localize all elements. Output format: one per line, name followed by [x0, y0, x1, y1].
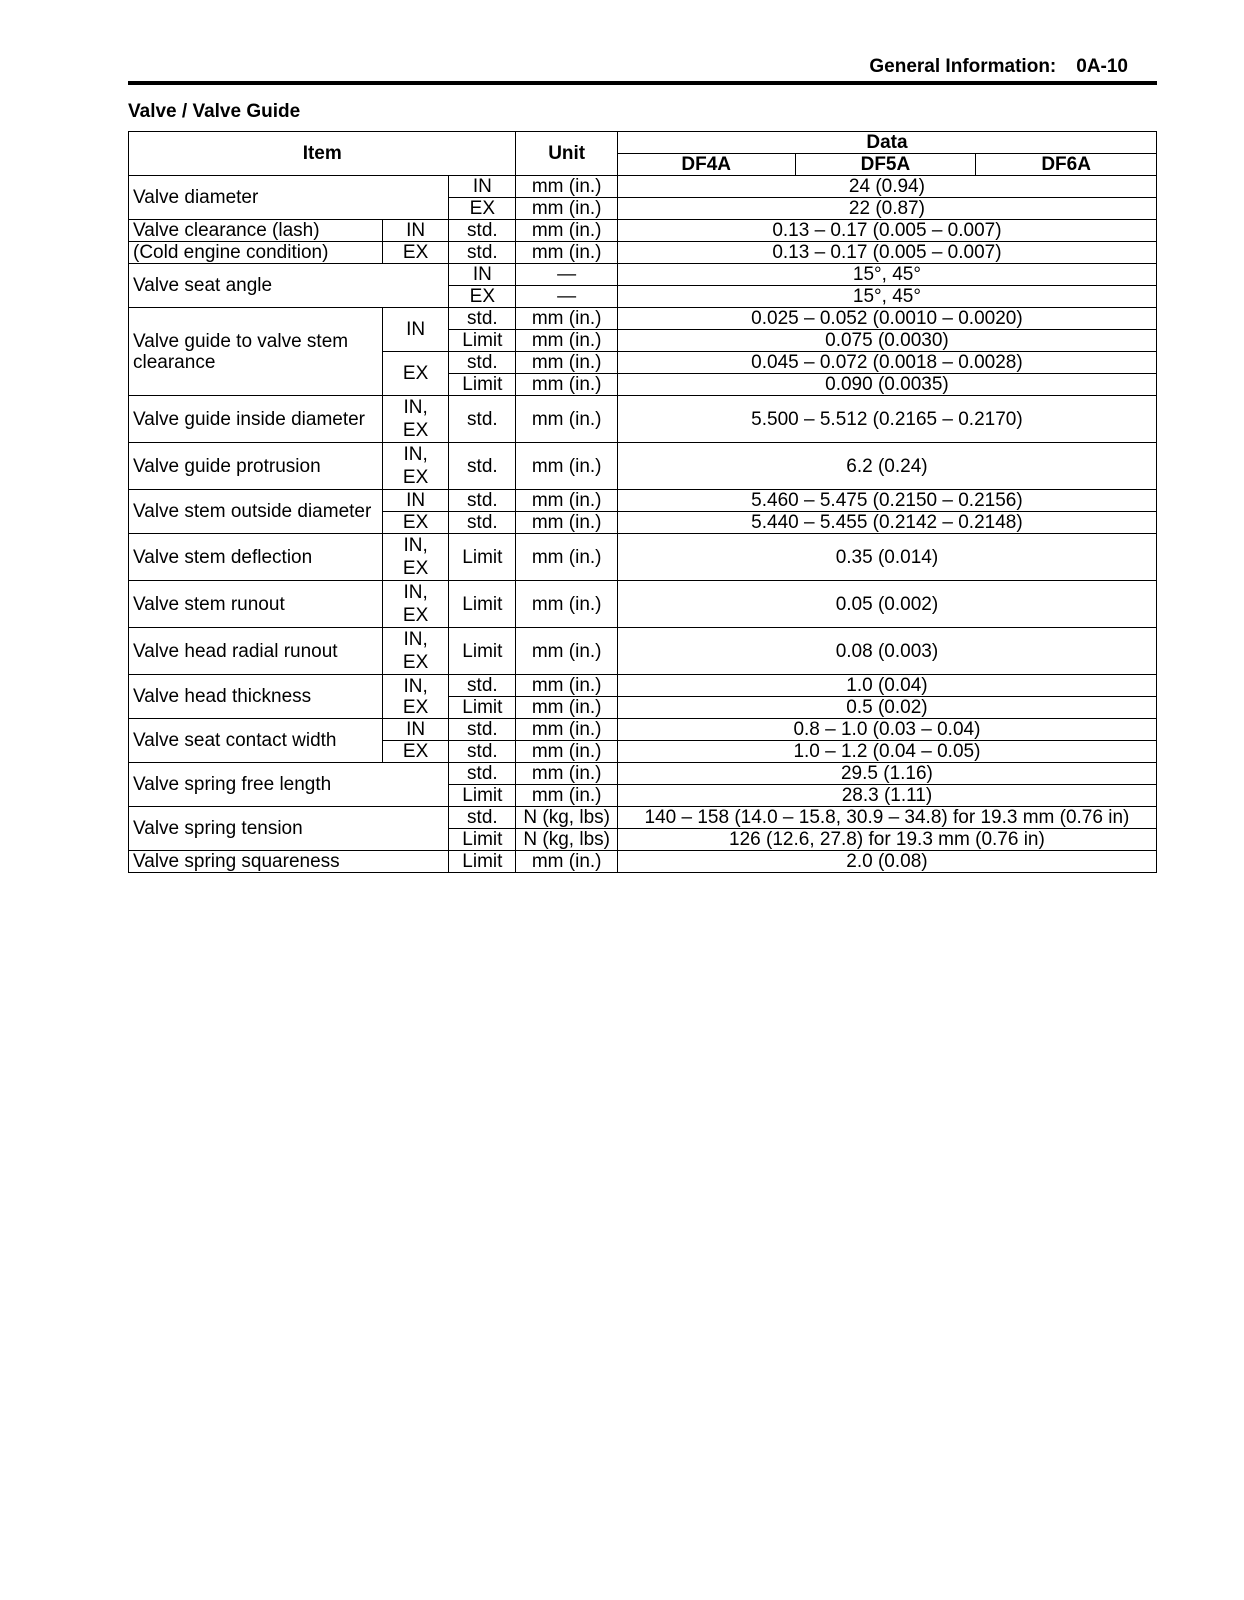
cell-unit: mm (in.) [516, 851, 617, 873]
cell-unit: mm (in.) [516, 697, 617, 719]
item-label: Valve guide inside diameter [129, 396, 383, 443]
cell-unit: mm (in.) [516, 675, 617, 697]
cell-side: EX [382, 352, 448, 396]
table-row [129, 242, 1157, 264]
cell-unit: mm (in.) [516, 490, 617, 512]
item-label: Valve stem outside diameter [129, 490, 383, 534]
item-label: Valve guide protrusion [129, 443, 383, 490]
side-ex: EX [402, 558, 429, 579]
section-title: Valve / Valve Guide [128, 101, 301, 122]
table-row [129, 443, 1157, 490]
cell-value: 126 (12.6, 27.8) for 19.3 mm (0.76 in) [617, 829, 1156, 851]
cell-value: 1.0 – 1.2 (0.04 – 0.05) [617, 741, 1156, 763]
cell-class: std. [449, 490, 516, 512]
item-label: Valve spring squareness [129, 851, 449, 873]
header-item: Item [129, 132, 516, 176]
side-in: IN, [403, 675, 428, 697]
cell-class: Limit [449, 829, 516, 851]
side-in: IN, [403, 535, 428, 556]
cell-class: std. [449, 242, 516, 264]
item-label: Valve spring free length [129, 763, 449, 807]
side-ex: EX [402, 652, 429, 673]
cell-class: Limit [449, 374, 516, 396]
cell-unit: mm (in.) [516, 374, 617, 396]
item-label: Valve seat angle [129, 264, 449, 308]
cell-class: IN [449, 264, 516, 286]
cell-value: 0.35 (0.014) [617, 534, 1156, 581]
table-row [129, 675, 1157, 697]
cell-side [382, 443, 448, 490]
side-ex: EX [402, 467, 429, 488]
cell-value: 0.05 (0.002) [617, 581, 1156, 628]
cell-class: EX [449, 286, 516, 308]
cell-class: std. [449, 763, 516, 785]
cell-value: 6.2 (0.24) [617, 443, 1156, 490]
cell-side [382, 628, 448, 675]
cell-unit: N (kg, lbs) [516, 807, 617, 829]
cell-value: 0.13 – 0.17 (0.005 – 0.007) [617, 242, 1156, 264]
cell-value: 0.025 – 0.052 (0.0010 – 0.0020) [617, 308, 1156, 330]
item-label-sub: (Cold engine condition) [129, 242, 383, 264]
cell-class: std. [449, 352, 516, 374]
cell-unit: mm (in.) [516, 176, 617, 198]
cell-class: Limit [449, 851, 516, 873]
valve-spec-table [128, 131, 1157, 873]
item-label: Valve guide to valve stem clearance [129, 308, 383, 396]
cell-value: 0.045 – 0.072 (0.0018 – 0.0028) [617, 352, 1156, 374]
table-row [129, 763, 1157, 785]
cell-side [382, 534, 448, 581]
cell-unit: — [516, 286, 617, 308]
cell-class: Limit [449, 330, 516, 352]
item-label: Valve head thickness [129, 675, 383, 719]
cell-class: std. [449, 443, 516, 490]
header-model-df6a: DF6A [976, 154, 1157, 176]
table-row [129, 396, 1157, 443]
side-in: IN, [403, 629, 428, 650]
cell-class: EX [449, 198, 516, 220]
table-row [129, 807, 1157, 829]
table-row [129, 851, 1157, 873]
side-ex: EX [402, 605, 429, 626]
cell-unit: mm (in.) [516, 763, 617, 785]
side-in: IN, [403, 582, 428, 603]
cell-value: 1.0 (0.04) [617, 675, 1156, 697]
table-row [129, 581, 1157, 628]
page-number: 0A-10 [1076, 56, 1128, 77]
cell-value: 5.440 – 5.455 (0.2142 – 0.2148) [617, 512, 1156, 534]
cell-unit: mm (in.) [516, 242, 617, 264]
item-label: Valve spring tension [129, 807, 449, 851]
cell-unit: mm (in.) [516, 396, 617, 443]
cell-side: IN [382, 719, 448, 741]
cell-class: Limit [449, 785, 516, 807]
cell-class: std. [449, 719, 516, 741]
cell-class: std. [449, 308, 516, 330]
cell-side [382, 396, 448, 443]
cell-value: 15°, 45° [617, 286, 1156, 308]
cell-unit: mm (in.) [516, 330, 617, 352]
cell-side: EX [382, 242, 448, 264]
header-rule [128, 81, 1157, 85]
item-label: Valve seat contact width [129, 719, 383, 763]
cell-value: 0.075 (0.0030) [617, 330, 1156, 352]
cell-class: std. [449, 512, 516, 534]
cell-value: 24 (0.94) [617, 176, 1156, 198]
cell-unit: mm (in.) [516, 512, 617, 534]
cell-side: IN [382, 490, 448, 512]
cell-class: std. [449, 675, 516, 697]
cell-value: 2.0 (0.08) [617, 851, 1156, 873]
table-row [129, 534, 1157, 581]
cell-side [382, 581, 448, 628]
table-row [129, 308, 1157, 330]
cell-unit: mm (in.) [516, 741, 617, 763]
cell-class: std. [449, 807, 516, 829]
cell-unit: mm (in.) [516, 628, 617, 675]
cell-unit: N (kg, lbs) [516, 829, 617, 851]
cell-side [382, 675, 448, 719]
table-row [129, 264, 1157, 286]
cell-class: Limit [449, 697, 516, 719]
table-row [129, 490, 1157, 512]
header-model-df4a: DF4A [617, 154, 795, 176]
page-header [869, 56, 1128, 78]
cell-class: Limit [449, 628, 516, 675]
side-in: IN, [403, 444, 428, 465]
cell-unit: mm (in.) [516, 308, 617, 330]
cell-unit: mm (in.) [516, 785, 617, 807]
cell-side: EX [382, 741, 448, 763]
side-ex: EX [402, 696, 429, 718]
cell-value: 140 – 158 (14.0 – 15.8, 30.9 – 34.8) for 19.3 mm (0.76 in) [617, 807, 1156, 829]
cell-class: IN [449, 176, 516, 198]
side-in: IN, [403, 397, 428, 418]
header-title: General Information: [869, 56, 1057, 77]
cell-unit: mm (in.) [516, 352, 617, 374]
cell-side: IN [382, 308, 448, 352]
table-row [129, 719, 1157, 741]
cell-side: IN [382, 220, 448, 242]
cell-value: 22 (0.87) [617, 198, 1156, 220]
header-data: Data [617, 132, 1156, 154]
cell-unit: mm (in.) [516, 581, 617, 628]
cell-value: 0.13 – 0.17 (0.005 – 0.007) [617, 220, 1156, 242]
cell-class: std. [449, 741, 516, 763]
cell-unit: mm (in.) [516, 534, 617, 581]
table-row [129, 628, 1157, 675]
table-row [129, 220, 1157, 242]
cell-side: EX [382, 512, 448, 534]
cell-value: 5.500 – 5.512 (0.2165 – 0.2170) [617, 396, 1156, 443]
cell-class: std. [449, 220, 516, 242]
item-label: Valve diameter [129, 176, 449, 220]
cell-unit: mm (in.) [516, 220, 617, 242]
cell-value: 15°, 45° [617, 264, 1156, 286]
cell-value: 0.08 (0.003) [617, 628, 1156, 675]
cell-value: 0.5 (0.02) [617, 697, 1156, 719]
side-ex: EX [402, 420, 429, 441]
item-label: Valve stem runout [129, 581, 383, 628]
cell-value: 5.460 – 5.475 (0.2150 – 0.2156) [617, 490, 1156, 512]
cell-value: 28.3 (1.11) [617, 785, 1156, 807]
cell-unit: — [516, 264, 617, 286]
cell-value: 0.090 (0.0035) [617, 374, 1156, 396]
item-label: Valve clearance (lash) [129, 220, 383, 242]
cell-value: 0.8 – 1.0 (0.03 – 0.04) [617, 719, 1156, 741]
cell-class: Limit [449, 534, 516, 581]
item-label: Valve head radial runout [129, 628, 383, 675]
header-unit: Unit [516, 132, 617, 176]
table-header-row [129, 132, 1157, 154]
cell-class: std. [449, 396, 516, 443]
cell-value: 29.5 (1.16) [617, 763, 1156, 785]
cell-unit: mm (in.) [516, 719, 617, 741]
item-label: Valve stem deflection [129, 534, 383, 581]
table-row [129, 176, 1157, 198]
cell-class: Limit [449, 581, 516, 628]
header-model-df5a: DF5A [795, 154, 976, 176]
cell-unit: mm (in.) [516, 443, 617, 490]
cell-unit: mm (in.) [516, 198, 617, 220]
